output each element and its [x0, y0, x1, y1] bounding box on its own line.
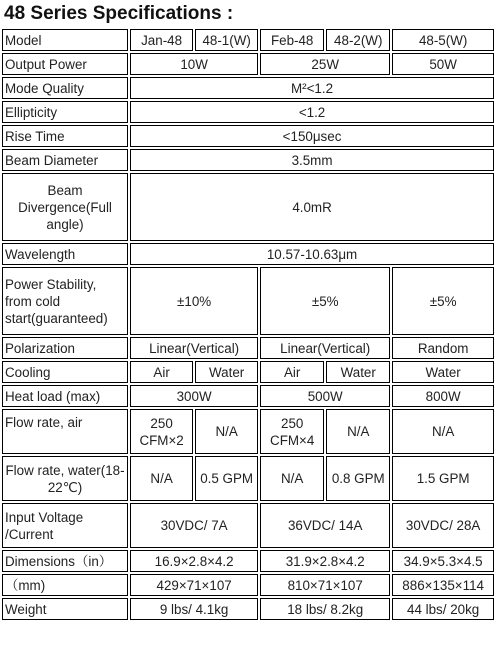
table-row-input-voltage [2, 503, 494, 548]
table-row-beam-divergence [2, 173, 494, 241]
cell-weight-2: 18 lbs/ 8.2kg [260, 598, 390, 620]
row-label-input-voltage: Input Voltage /Current [2, 503, 128, 548]
cell-cooling-4: Water [326, 361, 390, 383]
cell-cooling-1: Air [130, 361, 193, 383]
table-row-dimensions-mm [2, 574, 494, 596]
cell-input-voltage-3: 30VDC/ 28A [392, 503, 494, 548]
cell-heat-load-1: 300W [130, 385, 258, 407]
table-row-heat-load [2, 385, 494, 407]
cell-flow-water-2: 0.5 GPM [195, 456, 258, 501]
table-row-mode-quality [2, 77, 494, 99]
cell-dimensions-in-2: 31.9×2.8×4.2 [260, 550, 390, 572]
table-row-cooling [2, 361, 494, 383]
cell-cooling-5: Water [392, 361, 494, 383]
cell-ellipticity: <1.2 [130, 101, 494, 123]
table-row-polarization [2, 337, 494, 359]
specifications-table [0, 27, 496, 622]
table-row-ellipticity [2, 101, 494, 123]
cell-power-stability-2: ±5% [260, 267, 390, 335]
cell-weight-1: 9 lbs/ 4.1kg [130, 598, 258, 620]
cell-model-3: Feb-48 [260, 29, 324, 51]
cell-beam-diameter: 3.5mm [130, 149, 494, 171]
row-label-wavelength: Wavelength [2, 243, 128, 265]
cell-flow-water-5: 1.5 GPM [392, 456, 494, 501]
row-label-dimensions-mm: （mm) [2, 574, 128, 596]
row-label-ellipticity: Ellipticity [2, 101, 128, 123]
page-title: 48 Series Specifications : [4, 3, 234, 24]
cell-weight-3: 44 lbs/ 20kg [392, 598, 494, 620]
cell-output-power-1: 10W [130, 53, 258, 75]
row-label-beam-divergence: Beam Divergence(Full angle) [2, 173, 128, 241]
row-label-power-stability: Power Stability, from cold start(guaranteed) [2, 267, 128, 335]
table-row-dimensions-in [2, 550, 494, 572]
cell-dimensions-mm-3: 886×135×114 [392, 574, 494, 596]
cell-polarization-1: Linear(Vertical) [130, 337, 258, 359]
cell-wavelength: 10.57-10.63μm [130, 243, 494, 265]
table-row-flow-water [2, 456, 494, 501]
row-label-model: Model [2, 29, 128, 51]
cell-power-stability-1: ±10% [130, 267, 258, 335]
cell-heat-load-2: 500W [260, 385, 390, 407]
cell-flow-air-1: 250 CFM×2 [130, 409, 193, 454]
cell-heat-load-3: 800W [392, 385, 494, 407]
table-row-beam-diameter [2, 149, 494, 171]
table-row-wavelength [2, 243, 494, 265]
table-row-weight [2, 598, 494, 620]
table-row-power-stability [2, 267, 494, 335]
cell-model-4: 48-2(W) [326, 29, 390, 51]
row-label-cooling: Cooling [2, 361, 128, 383]
cell-mode-quality: M²<1.2 [130, 77, 494, 99]
cell-dimensions-mm-1: 429×71×107 [130, 574, 258, 596]
cell-model-2: 48-1(W) [195, 29, 258, 51]
table-row-output-power [2, 53, 494, 75]
cell-flow-water-4: 0.8 GPM [326, 456, 390, 501]
cell-flow-air-5: N/A [392, 409, 494, 454]
cell-flow-water-3: N/A [260, 456, 324, 501]
cell-model-1: Jan-48 [130, 29, 193, 51]
cell-dimensions-in-1: 16.9×2.8×4.2 [130, 550, 258, 572]
cell-flow-air-3: 250 CFM×4 [260, 409, 324, 454]
row-label-output-power: Output Power [2, 53, 128, 75]
cell-dimensions-mm-2: 810×71×107 [260, 574, 390, 596]
table-row-flow-air [2, 409, 494, 454]
row-label-heat-load: Heat load (max) [2, 385, 128, 407]
cell-output-power-2: 25W [260, 53, 390, 75]
cell-polarization-3: Random [392, 337, 494, 359]
cell-rise-time: <150μsec [130, 125, 494, 147]
row-label-rise-time: Rise Time [2, 125, 128, 147]
cell-polarization-2: Linear(Vertical) [260, 337, 390, 359]
cell-dimensions-in-3: 34.9×5.3×4.5 [392, 550, 494, 572]
cell-input-voltage-1: 30VDC/ 7A [130, 503, 258, 548]
table-row-model [2, 29, 494, 51]
row-label-flow-air: Flow rate, air [2, 409, 128, 454]
cell-flow-air-4: N/A [326, 409, 390, 454]
row-label-weight: Weight [2, 598, 128, 620]
cell-power-stability-3: ±5% [392, 267, 494, 335]
row-label-polarization: Polarization [2, 337, 128, 359]
cell-output-power-3: 50W [392, 53, 494, 75]
cell-flow-water-1: N/A [130, 456, 193, 501]
table-row-rise-time [2, 125, 494, 147]
row-label-dimensions-in: Dimensions（in） [2, 550, 128, 572]
cell-beam-divergence: 4.0mR [130, 173, 494, 241]
cell-flow-air-2: N/A [195, 409, 258, 454]
row-label-flow-water: Flow rate, water(18-22℃) [2, 456, 128, 501]
cell-cooling-2: Water [195, 361, 258, 383]
cell-model-5: 48-5(W) [392, 29, 494, 51]
row-label-mode-quality: Mode Quality [2, 77, 128, 99]
cell-input-voltage-2: 36VDC/ 14A [260, 503, 390, 548]
row-label-beam-diameter: Beam Diameter [2, 149, 128, 171]
cell-cooling-3: Air [260, 361, 324, 383]
